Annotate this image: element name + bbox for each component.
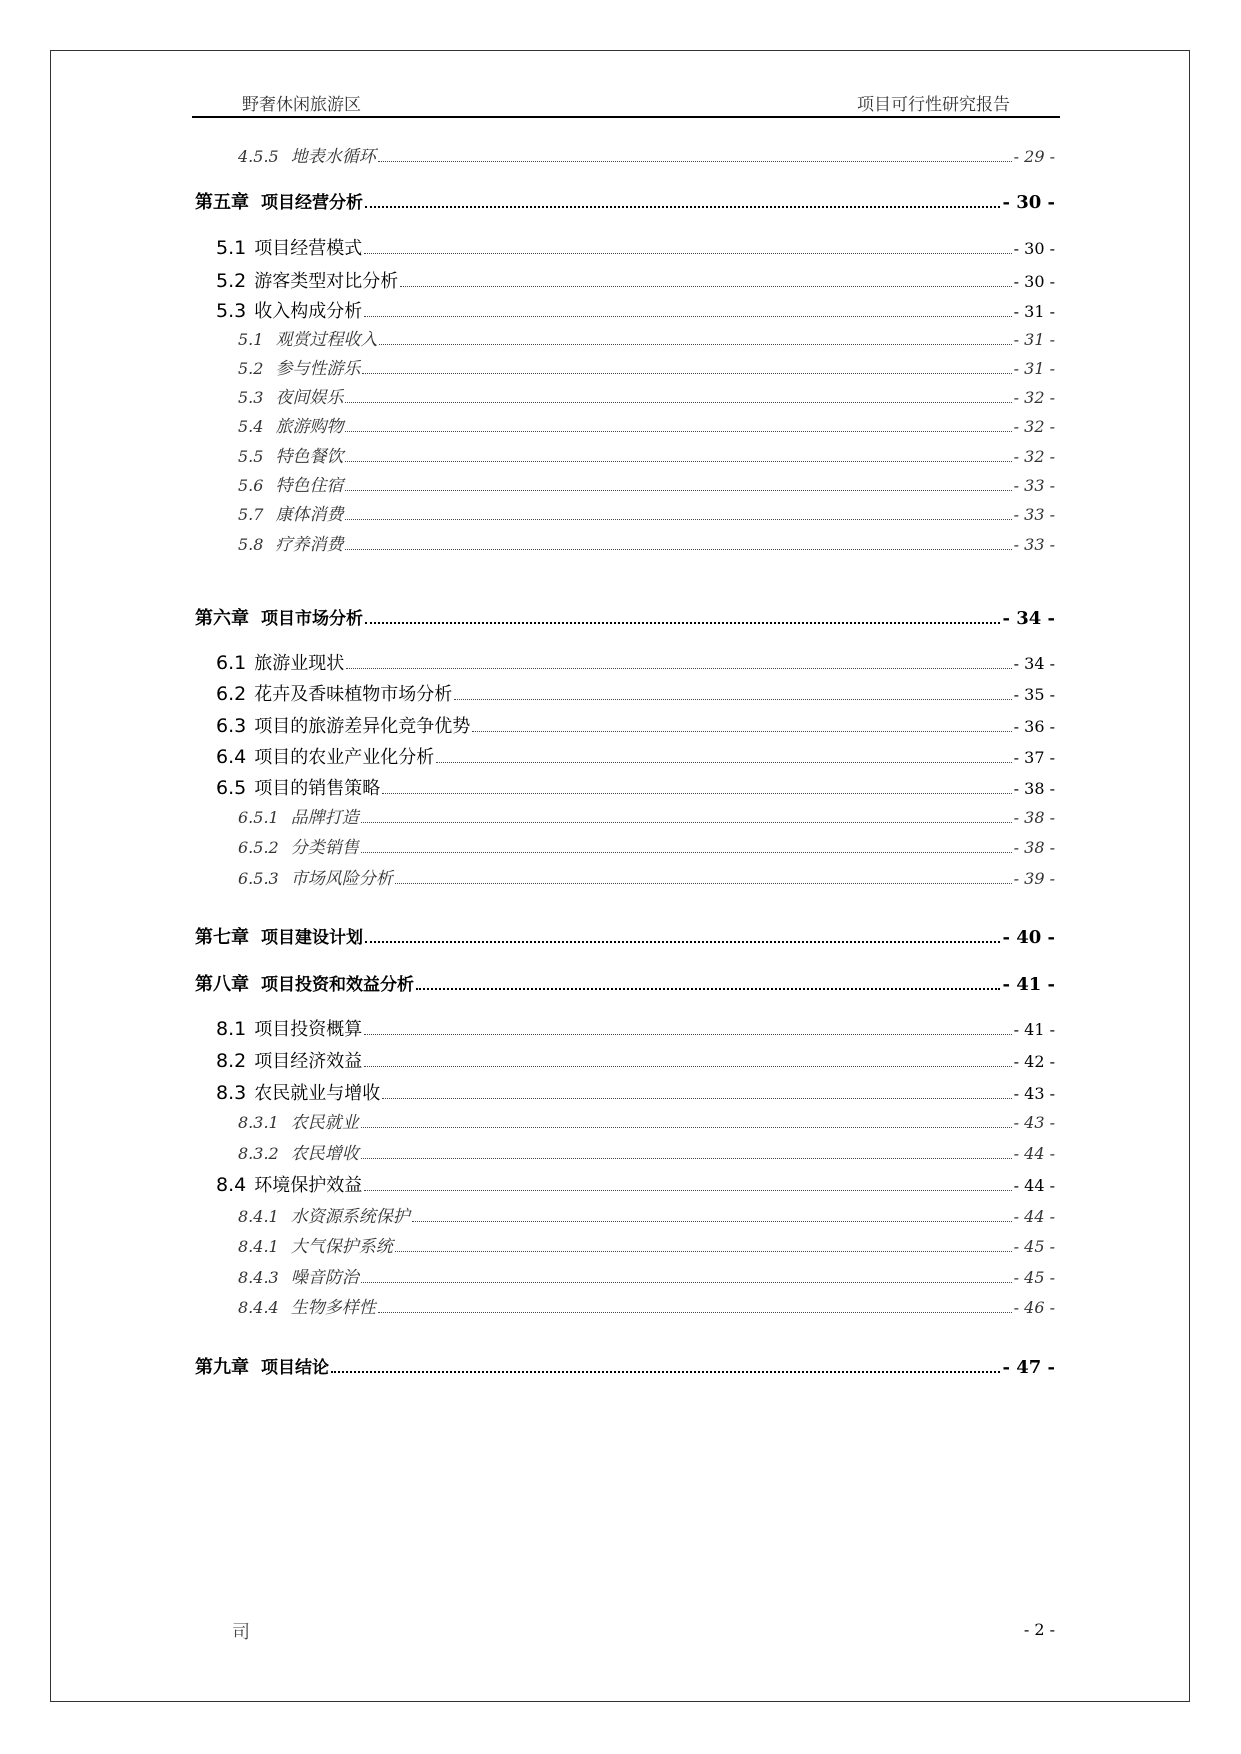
toc-entry-number: 5.4: [238, 417, 264, 436]
toc-entry-number: 第七章: [195, 927, 249, 948]
toc-entry-title: 项目的农业产业化分析: [254, 747, 435, 768]
toc-entry-title: 环境保护效益: [254, 1175, 363, 1196]
toc-entry-title: 地表水循环: [290, 147, 376, 167]
toc-entry-line: [216, 1171, 1055, 1197]
toc-entry-page: - 32 -: [1013, 388, 1055, 407]
toc-entry-title: 旅游业现状: [254, 653, 345, 674]
toc-entry-title: 大气保护系统: [290, 1237, 393, 1257]
toc-entry-number: 6.4: [216, 746, 247, 768]
toc-entry-title: 项目经济效益: [254, 1051, 363, 1072]
toc-entry-line: [216, 712, 1055, 738]
toc-entry-line: [238, 1232, 1055, 1257]
toc-entry-line: [195, 923, 1055, 949]
toc-dot-leader: [345, 402, 1011, 403]
toc-dot-leader: [395, 1251, 1012, 1252]
toc-dot-leader: [365, 941, 1000, 943]
toc-entry-page: - 30 -: [1013, 239, 1055, 258]
header-document-name: 野奢休闲旅游区: [242, 95, 361, 115]
toc-entry-page: - 47 -: [1002, 1357, 1055, 1378]
toc-entry[interactable]: [0, 1079, 1241, 1105]
toc-entry-page: - 30 -: [1002, 192, 1055, 213]
toc-entry-page: - 34 -: [1002, 608, 1055, 629]
toc-dot-leader: [364, 1190, 1011, 1191]
toc-entry-page: - 33 -: [1013, 476, 1055, 495]
toc-dot-leader: [345, 461, 1011, 462]
toc-dot-leader: [436, 762, 1011, 763]
toc-entry-number: 8.3: [216, 1082, 247, 1104]
toc-entry-number: 5.8: [238, 535, 264, 554]
toc-entry-title: 项目结论: [261, 1358, 329, 1378]
toc-entry-line: [238, 803, 1055, 828]
page-header: [192, 86, 1060, 118]
toc-entry-line: [195, 188, 1055, 214]
toc-entry-number: 8.4.1: [238, 1237, 279, 1256]
toc-entry[interactable]: [0, 970, 1241, 996]
toc-entry[interactable]: [0, 774, 1241, 800]
toc-entry-number: 5.1: [238, 330, 264, 349]
toc-dot-leader: [345, 549, 1011, 550]
toc-entry-page: - 43 -: [1013, 1113, 1055, 1132]
toc-entry[interactable]: [0, 1139, 1241, 1165]
toc-dot-leader: [361, 852, 1012, 853]
toc-entry-title: 夜间娱乐: [275, 388, 344, 408]
toc-entry-title: 水资源系统保护: [290, 1207, 410, 1227]
toc-entry-number: 6.5: [216, 777, 247, 799]
toc-entry[interactable]: [0, 188, 1241, 214]
toc-entry-line: [238, 142, 1055, 167]
toc-entry-page: - 44 -: [1013, 1207, 1055, 1226]
toc-entry-page: - 31 -: [1013, 359, 1055, 378]
toc-entry-line: [195, 604, 1055, 630]
toc-entry-title: 项目建设计划: [261, 928, 363, 948]
toc-entry[interactable]: [0, 297, 1241, 323]
toc-entry-title: 参与性游乐: [275, 359, 361, 379]
toc-entry-title: 项目市场分析: [261, 609, 363, 629]
toc-entry[interactable]: [0, 442, 1241, 468]
toc-entry-title: 项目经营分析: [261, 193, 363, 213]
toc-entry-line: [216, 1079, 1055, 1105]
toc-entry[interactable]: [0, 1293, 1241, 1319]
toc-entry-page: - 32 -: [1013, 447, 1055, 466]
toc-entry-number: 8.4: [216, 1174, 247, 1196]
toc-dot-leader: [331, 1371, 1000, 1373]
toc-entry-page: - 32 -: [1013, 417, 1055, 436]
toc-entry[interactable]: [0, 649, 1241, 675]
toc-entry[interactable]: [0, 743, 1241, 769]
toc-entry-number: 第五章: [195, 192, 249, 213]
toc-entry-page: - 36 -: [1013, 717, 1055, 736]
toc-entry-page: - 44 -: [1013, 1144, 1055, 1163]
toc-entry[interactable]: [0, 471, 1241, 497]
toc-entry-page: - 30 -: [1013, 272, 1055, 291]
toc-entry-number: 6.3: [216, 715, 247, 737]
toc-entry-number: 6.5.3: [238, 869, 279, 888]
toc-entry-number: 5.1: [216, 237, 247, 259]
toc-entry-title: 农民增收: [290, 1144, 359, 1164]
toc-entry-line: [216, 234, 1055, 260]
toc-entry[interactable]: [0, 604, 1241, 630]
toc-entry-title: 项目投资概算: [254, 1019, 363, 1040]
toc-entry[interactable]: [0, 354, 1241, 380]
toc-entry[interactable]: [0, 267, 1241, 293]
toc-dot-leader: [382, 1098, 1011, 1099]
toc-entry[interactable]: [0, 1108, 1241, 1134]
toc-entry-line: [216, 1047, 1055, 1073]
toc-entry-line: [216, 743, 1055, 769]
toc-entry-number: 第九章: [195, 1357, 249, 1378]
toc-dot-leader: [346, 668, 1011, 669]
toc-entry-title: 项目的旅游差异化竞争优势: [254, 716, 471, 737]
toc-entry[interactable]: [0, 412, 1241, 438]
toc-entry-line: [238, 1263, 1055, 1288]
toc-dot-leader: [454, 699, 1011, 700]
toc-entry-line: [238, 530, 1055, 555]
toc-dot-leader: [400, 286, 1011, 287]
toc-entry-line: [216, 1015, 1055, 1041]
toc-entry-title: 农民就业: [290, 1113, 359, 1133]
toc-entry[interactable]: [0, 680, 1241, 706]
toc-entry-title: 品牌打造: [290, 808, 359, 828]
toc-entry-page: - 29 -: [1013, 147, 1055, 166]
toc-entry-number: 5.2: [216, 270, 247, 292]
toc-dot-leader: [364, 1066, 1011, 1067]
header-report-type: 项目可行性研究报告: [857, 95, 1010, 115]
toc-entry-line: [238, 325, 1055, 350]
toc-entry-page: - 41 -: [1013, 1020, 1055, 1039]
toc-entry-number: 4.5.5: [238, 147, 279, 166]
toc-dot-leader: [379, 344, 1011, 345]
toc-entry-title: 市场风险分析: [290, 869, 393, 889]
toc-entry-title: 观赏过程收入: [275, 330, 378, 350]
toc-dot-leader: [365, 622, 1000, 624]
toc-entry-title: 特色住宿: [275, 476, 344, 496]
toc-entry-number: 8.4.1: [238, 1207, 279, 1226]
toc-entry-number: 5.3: [238, 388, 264, 407]
toc-entry[interactable]: [0, 1353, 1241, 1379]
toc-entry[interactable]: [0, 234, 1241, 260]
toc-entry-line: [238, 1293, 1055, 1318]
toc-entry-line: [216, 649, 1055, 675]
toc-entry-page: - 38 -: [1013, 838, 1055, 857]
toc-entry-number: 8.4.4: [238, 1298, 279, 1317]
toc-entry[interactable]: [0, 1202, 1241, 1228]
toc-dot-leader: [362, 373, 1011, 374]
toc-entry-title: 康体消费: [275, 505, 344, 525]
toc-dot-leader: [361, 1127, 1012, 1128]
toc-entry-page: - 38 -: [1013, 808, 1055, 827]
toc-entry[interactable]: [0, 500, 1241, 526]
toc-entry-page: - 45 -: [1013, 1237, 1055, 1256]
toc-entry[interactable]: [0, 803, 1241, 829]
toc-dot-leader: [361, 822, 1012, 823]
toc-dot-leader: [378, 161, 1012, 162]
toc-entry-number: 5.6: [238, 476, 264, 495]
toc-entry-page: - 34 -: [1013, 654, 1055, 673]
toc-entry-line: [216, 774, 1055, 800]
toc-entry-title: 分类销售: [290, 838, 359, 858]
toc-entry-title: 游客类型对比分析: [254, 271, 399, 292]
toc-dot-leader: [345, 519, 1011, 520]
toc-dot-leader: [365, 206, 1000, 208]
toc-entry-number: 5.3: [216, 300, 247, 322]
toc-entry-title: 生物多样性: [290, 1298, 376, 1318]
toc-entry-title: 农民就业与增收: [254, 1083, 381, 1104]
toc-entry-line: [238, 412, 1055, 437]
toc-entry[interactable]: [0, 1171, 1241, 1197]
toc-entry-page: - 31 -: [1013, 330, 1055, 349]
toc-entry[interactable]: [0, 142, 1241, 168]
toc-entry-number: 5.7: [238, 505, 264, 524]
toc-entry-number: 8.1: [216, 1018, 247, 1040]
toc-entry-page: - 41 -: [1002, 974, 1055, 995]
toc-entry-page: - 46 -: [1013, 1298, 1055, 1317]
toc-entry-title: 项目经营模式: [254, 238, 363, 259]
toc-entry-line: [238, 442, 1055, 467]
footer-page-number: - 2 -: [1023, 1620, 1055, 1639]
toc-dot-leader: [416, 988, 1000, 990]
toc-entry-page: - 42 -: [1013, 1052, 1055, 1071]
toc-entry-number: 5.5: [238, 447, 264, 466]
toc-entry[interactable]: [0, 833, 1241, 859]
toc-entry-title: 项目的销售策略: [254, 778, 381, 799]
toc-entry-line: [216, 297, 1055, 323]
toc-entry-page: - 44 -: [1013, 1176, 1055, 1195]
toc-entry[interactable]: [0, 864, 1241, 890]
toc-entry-title: 收入构成分析: [254, 301, 363, 322]
toc-entry-line: [238, 383, 1055, 408]
toc-dot-leader: [412, 1221, 1012, 1222]
toc-entry-number: 8.3.1: [238, 1113, 279, 1132]
toc-entry[interactable]: [0, 923, 1241, 949]
toc-dot-leader: [345, 490, 1011, 491]
toc-entry-number: 6.1: [216, 652, 247, 674]
toc-entry-line: [238, 1139, 1055, 1164]
toc-entry-page: - 39 -: [1013, 869, 1055, 888]
toc-entry[interactable]: [0, 1232, 1241, 1258]
toc-entry-number: 6.5.1: [238, 808, 279, 827]
toc-dot-leader: [378, 1312, 1012, 1313]
toc-entry-number: 第六章: [195, 608, 249, 629]
toc-dot-leader: [361, 1158, 1012, 1159]
toc-entry-line: [238, 864, 1055, 889]
toc-entry-number: 8.2: [216, 1050, 247, 1072]
toc-dot-leader: [345, 431, 1011, 432]
toc-entry-number: 8.3.2: [238, 1144, 279, 1163]
toc-entry-number: 6.2: [216, 683, 247, 705]
toc-entry-page: - 35 -: [1013, 685, 1055, 704]
toc-dot-leader: [364, 253, 1011, 254]
toc-entry-number: 8.4.3: [238, 1268, 279, 1287]
toc-entry[interactable]: [0, 712, 1241, 738]
toc-entry-line: [195, 1353, 1055, 1379]
toc-entry-title: 旅游购物: [275, 417, 344, 437]
toc-entry-line: [195, 970, 1055, 996]
toc-dot-leader: [364, 1034, 1011, 1035]
toc-entry-line: [238, 833, 1055, 858]
toc-entry-line: [238, 1108, 1055, 1133]
toc-entry-page: - 33 -: [1013, 535, 1055, 554]
toc-entry-page: - 33 -: [1013, 505, 1055, 524]
toc-entry-line: [238, 471, 1055, 496]
toc-dot-leader: [361, 1282, 1012, 1283]
toc-entry-title: 疗养消费: [275, 535, 344, 555]
toc-entry-page: - 43 -: [1013, 1084, 1055, 1103]
toc-entry-number: 第八章: [195, 974, 249, 995]
toc-entry-number: 6.5.2: [238, 838, 279, 857]
toc-dot-leader: [472, 731, 1011, 732]
toc-dot-leader: [382, 793, 1011, 794]
toc-entry-title: 噪音防治: [290, 1268, 359, 1288]
toc-dot-leader: [395, 883, 1012, 884]
toc-entry-line: [238, 1202, 1055, 1227]
toc-entry-page: - 38 -: [1013, 779, 1055, 798]
toc-entry-line: [216, 680, 1055, 706]
toc-entry-number: 5.2: [238, 359, 264, 378]
toc-entry-page: - 31 -: [1013, 302, 1055, 321]
toc-entry-page: - 40 -: [1002, 927, 1055, 948]
footer-left-text: 司: [232, 1622, 250, 1643]
toc-entry-line: [238, 500, 1055, 525]
toc-entry[interactable]: [0, 530, 1241, 556]
toc-entry-page: - 45 -: [1013, 1268, 1055, 1287]
toc-dot-leader: [364, 316, 1011, 317]
toc-entry-title: 项目投资和效益分析: [261, 975, 414, 995]
toc-entry[interactable]: [0, 1047, 1241, 1073]
toc-entry-title: 花卉及香味植物市场分析: [254, 684, 453, 705]
toc-entry-page: - 37 -: [1013, 748, 1055, 767]
toc-entry[interactable]: [0, 325, 1241, 351]
toc-entry[interactable]: [0, 383, 1241, 409]
toc-entry-line: [238, 354, 1055, 379]
toc-entry[interactable]: [0, 1263, 1241, 1289]
toc-entry-title: 特色餐饮: [275, 447, 344, 467]
toc-entry[interactable]: [0, 1015, 1241, 1041]
toc-entry-line: [216, 267, 1055, 293]
